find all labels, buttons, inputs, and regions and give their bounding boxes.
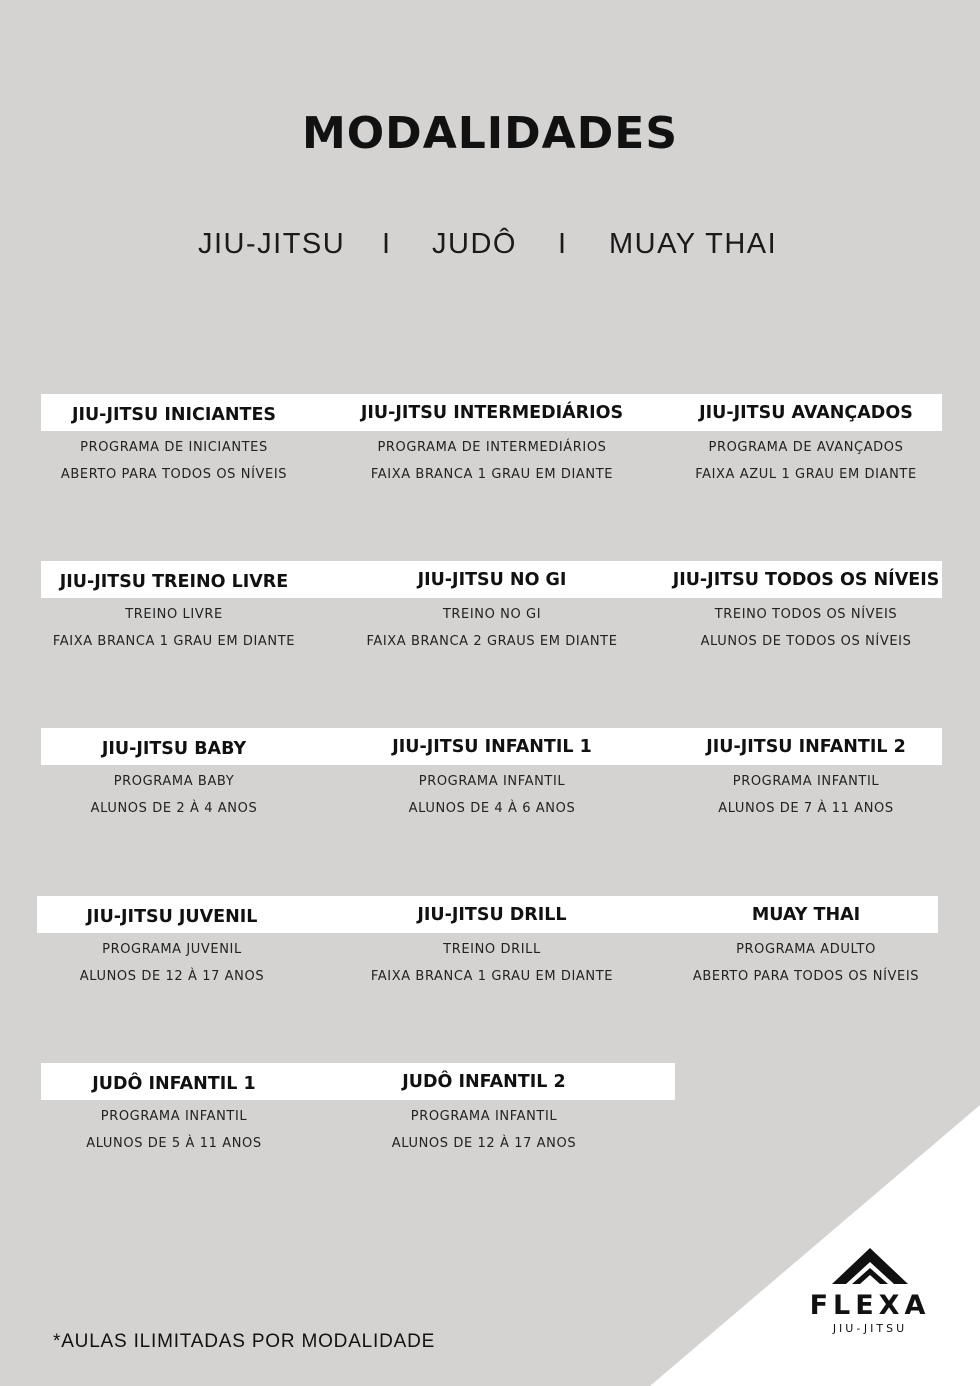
class-name: JIU-JITSU JUVENIL	[86, 907, 258, 927]
discipline-muay-thai: MUAY THAI	[609, 228, 778, 260]
class-card	[333, 728, 651, 816]
class-requirement: ALUNOS DE TODOS OS NÍVEIS	[700, 634, 912, 649]
class-name: JIU-JITSU TODOS OS NÍVEIS	[672, 570, 940, 590]
class-program: PROGRAMA DE INTERMEDIÁRIOS	[377, 440, 607, 455]
class-name: JIU-JITSU NO GI	[417, 570, 567, 590]
class-program: PROGRAMA INFANTIL	[418, 774, 566, 789]
class-card	[647, 728, 965, 816]
class-card	[325, 1063, 643, 1151]
discipline-separator: I	[382, 228, 392, 260]
class-card	[333, 394, 651, 482]
class-name: JIU-JITSU BABY	[101, 739, 247, 759]
class-card	[647, 896, 965, 984]
class-name: JUDÔ INFANTIL 2	[402, 1072, 566, 1092]
brand-logo	[790, 1240, 950, 1340]
class-program: PROGRAMA BABY	[113, 774, 235, 789]
class-requirement: ALUNOS DE 7 À 11 ANOS	[718, 801, 894, 816]
class-card	[647, 394, 965, 482]
class-name: JIU-JITSU DRILL	[417, 905, 567, 925]
class-requirement: FAIXA BRANCA 1 GRAU EM DIANTE	[52, 634, 296, 649]
class-program: PROGRAMA DE INICIANTES	[80, 440, 268, 455]
class-program: PROGRAMA ADULTO	[736, 942, 876, 957]
class-requirement: FAIXA BRANCA 1 GRAU EM DIANTE	[370, 467, 614, 482]
class-name: JIU-JITSU AVANÇADOS	[699, 403, 913, 423]
class-name: JIU-JITSU INTERMEDIÁRIOS	[360, 403, 624, 423]
class-name: JIU-JITSU INICIANTES	[71, 405, 277, 425]
class-requirement: FAIXA AZUL 1 GRAU EM DIANTE	[695, 467, 917, 482]
brand-name: FLEXA	[809, 1290, 931, 1321]
footer-note: *AULAS ILIMITADAS POR MODALIDADE	[53, 1331, 436, 1352]
class-name: JUDÔ INFANTIL 1	[92, 1074, 256, 1094]
class-card	[15, 396, 333, 482]
class-requirement: ALUNOS DE 4 À 6 ANOS	[408, 801, 576, 816]
class-program: TREINO NO GI	[442, 607, 542, 622]
class-program: TREINO DRILL	[443, 942, 541, 957]
discipline-list	[0, 228, 980, 268]
class-requirement: ALUNOS DE 12 À 17 ANOS	[79, 969, 265, 984]
discipline-separator: I	[558, 228, 568, 260]
class-card	[333, 896, 651, 984]
class-name: MUAY THAI	[751, 905, 861, 925]
class-card	[647, 561, 965, 649]
class-requirement: ALUNOS DE 12 À 17 ANOS	[391, 1136, 577, 1151]
class-program: TREINO TODOS OS NÍVEIS	[714, 607, 898, 622]
class-requirement: ABERTO PARA TODOS OS NÍVEIS	[60, 467, 288, 482]
class-card	[333, 561, 651, 649]
class-requirement: ALUNOS DE 5 À 11 ANOS	[86, 1136, 262, 1151]
class-program: PROGRAMA DE AVANÇADOS	[708, 440, 904, 455]
class-requirement: FAIXA BRANCA 1 GRAU EM DIANTE	[370, 969, 614, 984]
class-program: PROGRAMA JUVENIL	[102, 942, 242, 957]
page-title: MODALIDADES	[301, 108, 679, 159]
class-card	[13, 898, 331, 984]
class-requirement: FAIXA BRANCA 2 GRAUS EM DIANTE	[366, 634, 618, 649]
class-requirement: ALUNOS DE 2 À 4 ANOS	[90, 801, 258, 816]
class-name: JIU-JITSU INFANTIL 1	[392, 737, 592, 757]
mountain-icon	[790, 1240, 950, 1290]
discipline-judo: JUDÔ	[432, 228, 517, 260]
class-card	[15, 563, 333, 649]
discipline-jiu-jitsu: JIU-JITSU	[198, 228, 346, 260]
class-program: PROGRAMA INFANTIL	[410, 1109, 558, 1124]
brand-tagline: JIU-JITSU	[832, 1322, 908, 1335]
class-requirement: ABERTO PARA TODOS OS NÍVEIS	[692, 969, 920, 984]
class-program: TREINO LIVRE	[125, 607, 223, 622]
class-card	[15, 730, 333, 816]
class-name: JIU-JITSU INFANTIL 2	[706, 737, 906, 757]
class-program: PROGRAMA INFANTIL	[100, 1109, 248, 1124]
class-card	[15, 1065, 333, 1151]
class-program: PROGRAMA INFANTIL	[732, 774, 880, 789]
class-name: JIU-JITSU TREINO LIVRE	[59, 572, 289, 592]
